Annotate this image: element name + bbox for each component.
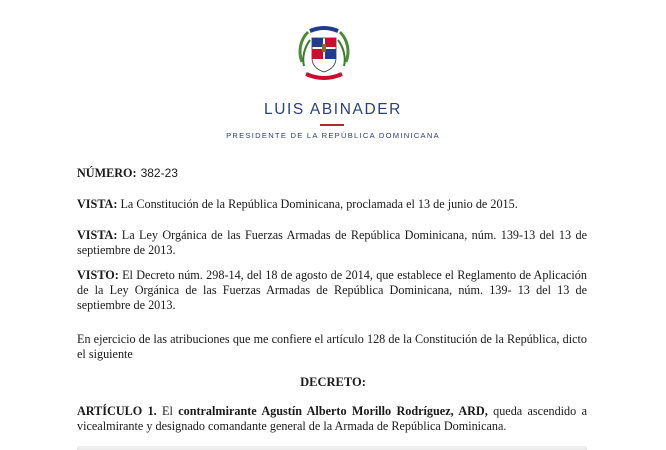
vista1-text: La Constitución de la República Dominicana, proclamada el 13 de junio de 2015. xyxy=(117,197,518,211)
vista-ley-organica xyxy=(77,228,587,258)
articulo1-text-a: El xyxy=(156,404,179,418)
decreto-title: DECRETO: xyxy=(300,375,366,389)
ejercicio-paragraph: En ejercicio de las atribuciones que me confiere el artículo 128 de la Constitución de la República, dicto el siguiente xyxy=(77,332,587,361)
vista2-label: VISTA: xyxy=(77,228,118,242)
president-title: PRESIDENTE DE LA REPÚBLICA DOMINICANA xyxy=(226,131,440,140)
next-line-fragment xyxy=(77,446,587,450)
articulo1-name: contralmirante Agustín Alberto Morillo Rodríguez, ARD, xyxy=(178,404,488,418)
articulo-1 xyxy=(77,404,587,434)
vista1-label: VISTA: xyxy=(77,197,118,211)
visto-decreto xyxy=(77,268,587,313)
president-name: LUIS ABINADER xyxy=(264,101,402,118)
numero-label: NÚMERO: xyxy=(77,166,137,180)
vista-constitucion xyxy=(77,197,587,212)
articulo1-text-b: queda ascendido a vicealmirante y designado comandante general de la Armada de República Dominicana. xyxy=(77,404,587,433)
decree-number xyxy=(77,166,587,181)
header-divider xyxy=(320,124,344,126)
vista2-text: La Ley Orgánica de las Fuerzas Armadas de República Dominicana, núm. 139-13 del 13 de septiembre de 2013. xyxy=(77,228,587,257)
coat-of-arms-icon xyxy=(292,22,356,86)
numero-value: 382-23 xyxy=(140,166,178,180)
visto-label: VISTO: xyxy=(77,268,119,282)
articulo1-label: ARTÍCULO 1. xyxy=(77,404,157,418)
visto-text: El Decreto núm. 298-14, del 18 de agosto de 2014, que establece el Reglamento de Aplicación de la Ley Orgánica de las Fuerzas Armadas de República Dominicana, núm. 139- 13 del 13 de septiembre de 2013. xyxy=(77,268,587,312)
